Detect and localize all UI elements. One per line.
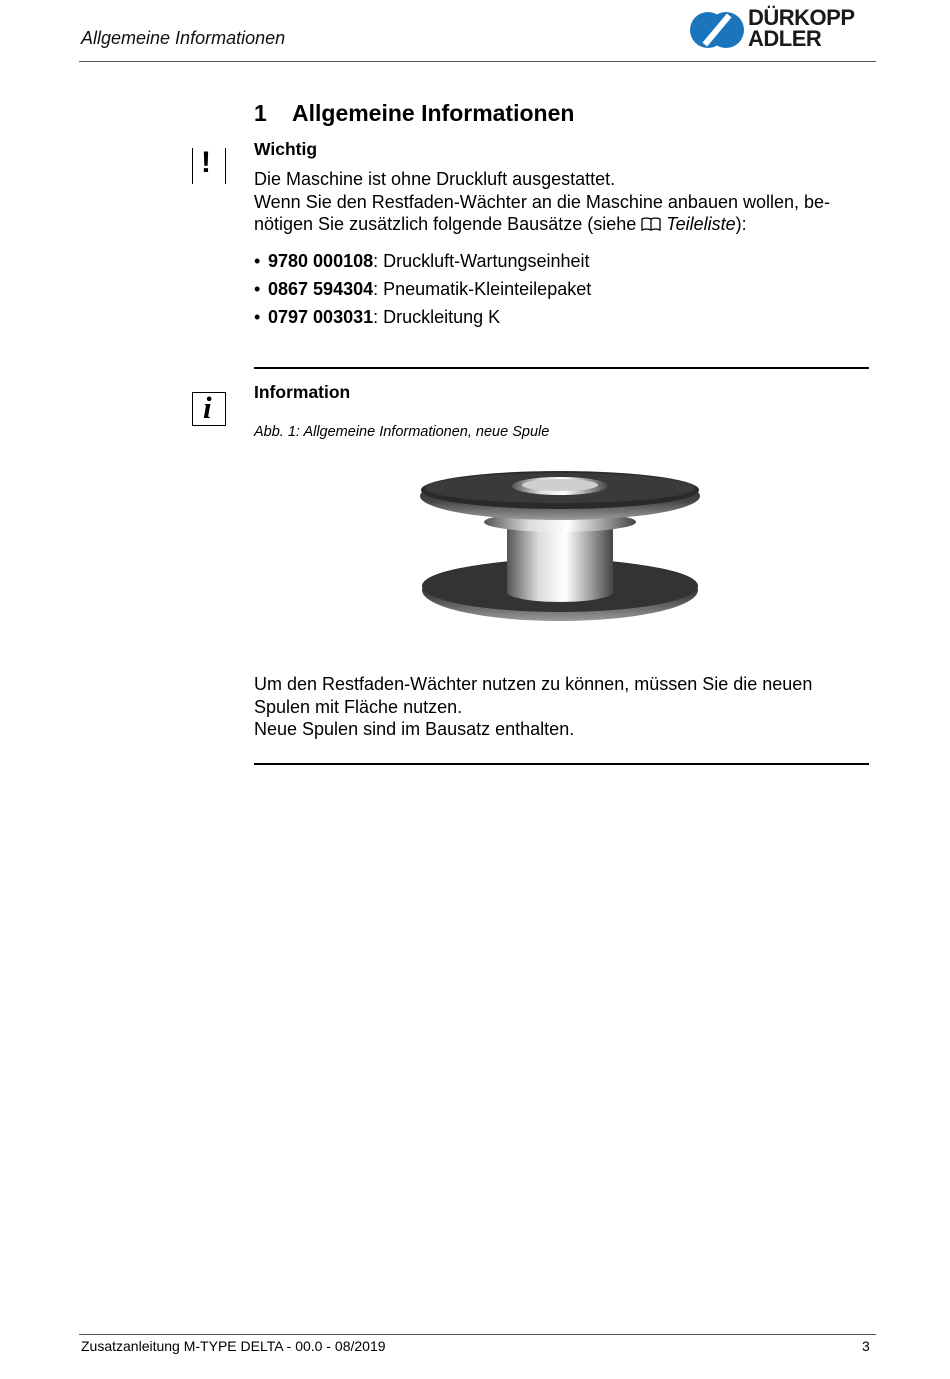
- brand-line-2: ADLER: [748, 26, 822, 51]
- kit-list: [254, 249, 591, 333]
- bobbin-image: [415, 462, 703, 632]
- brand-line-1: DÜRKOPP: [748, 5, 855, 30]
- info-text: [254, 673, 874, 741]
- info-line-1: Um den Restfaden-Wächter nutzen zu können, müssen Sie die neuen: [254, 674, 813, 694]
- warning-line-3-post: ):: [735, 214, 747, 234]
- info-title: Information: [254, 382, 351, 402]
- info-end-rule: [254, 763, 869, 765]
- chapter-number: 1: [254, 100, 267, 126]
- chapter-heading: [254, 100, 574, 127]
- info-line-3: Neue Spulen sind im Bausatz enthalten.: [254, 719, 575, 739]
- parts-list-reference[interactable]: Teileliste: [666, 214, 736, 234]
- kit-code: 0797 003031: [268, 307, 374, 327]
- brand-logo: [688, 7, 878, 53]
- warning-title: Wichtig: [254, 139, 318, 159]
- info-line-2: Spulen mit Fläche nutzen.: [254, 696, 463, 717]
- page-number: 3: [862, 1338, 870, 1354]
- kit-code: 9780 000108: [268, 251, 374, 271]
- warning-text: [254, 168, 874, 236]
- kit-description: : Druckluft-Wartungseinheit: [373, 251, 590, 271]
- header-section-title: Allgemeine Informationen: [81, 28, 286, 48]
- warning-line-2: Wenn Sie den Restfaden-Wächter an die Maschine anbauen wollen, be-: [254, 191, 831, 212]
- brand-name: [748, 7, 855, 49]
- info-icon: i: [192, 392, 226, 426]
- list-item: • 0867 594304: Pneumatik-Kleinteilepaket: [254, 279, 592, 299]
- kit-description: : Pneumatik-Kleinteilepaket: [373, 279, 592, 299]
- header-divider: [79, 61, 876, 62]
- book-icon: [641, 217, 661, 232]
- warning-line-3: [254, 213, 874, 236]
- warning-end-rule: [254, 367, 869, 369]
- chapter-title: Allgemeine Informationen: [292, 100, 575, 126]
- footer-document-id: Zusatzanleitung M-TYPE DELTA - 00.0 - 08/2019: [81, 1338, 386, 1354]
- brand-logo-icon: [688, 7, 746, 53]
- warning-line-3-pre: nötigen Sie zusätzlich folgende Bausätze (siehe: [254, 214, 642, 234]
- kit-code: 0867 594304: [268, 279, 374, 299]
- list-item: • 9780 000108: Druckluft-Wartungseinheit: [254, 251, 590, 271]
- exclamation-icon: !: [192, 148, 226, 184]
- warning-line-1: Die Maschine ist ohne Druckluft ausgestattet.: [254, 169, 616, 189]
- list-item: • 0797 003031: Druckleitung K: [254, 307, 501, 327]
- footer-divider: [79, 1334, 876, 1335]
- figure-caption: Abb. 1: Allgemeine Informationen, neue Spule: [254, 424, 550, 440]
- kit-description: : Druckleitung K: [373, 307, 501, 327]
